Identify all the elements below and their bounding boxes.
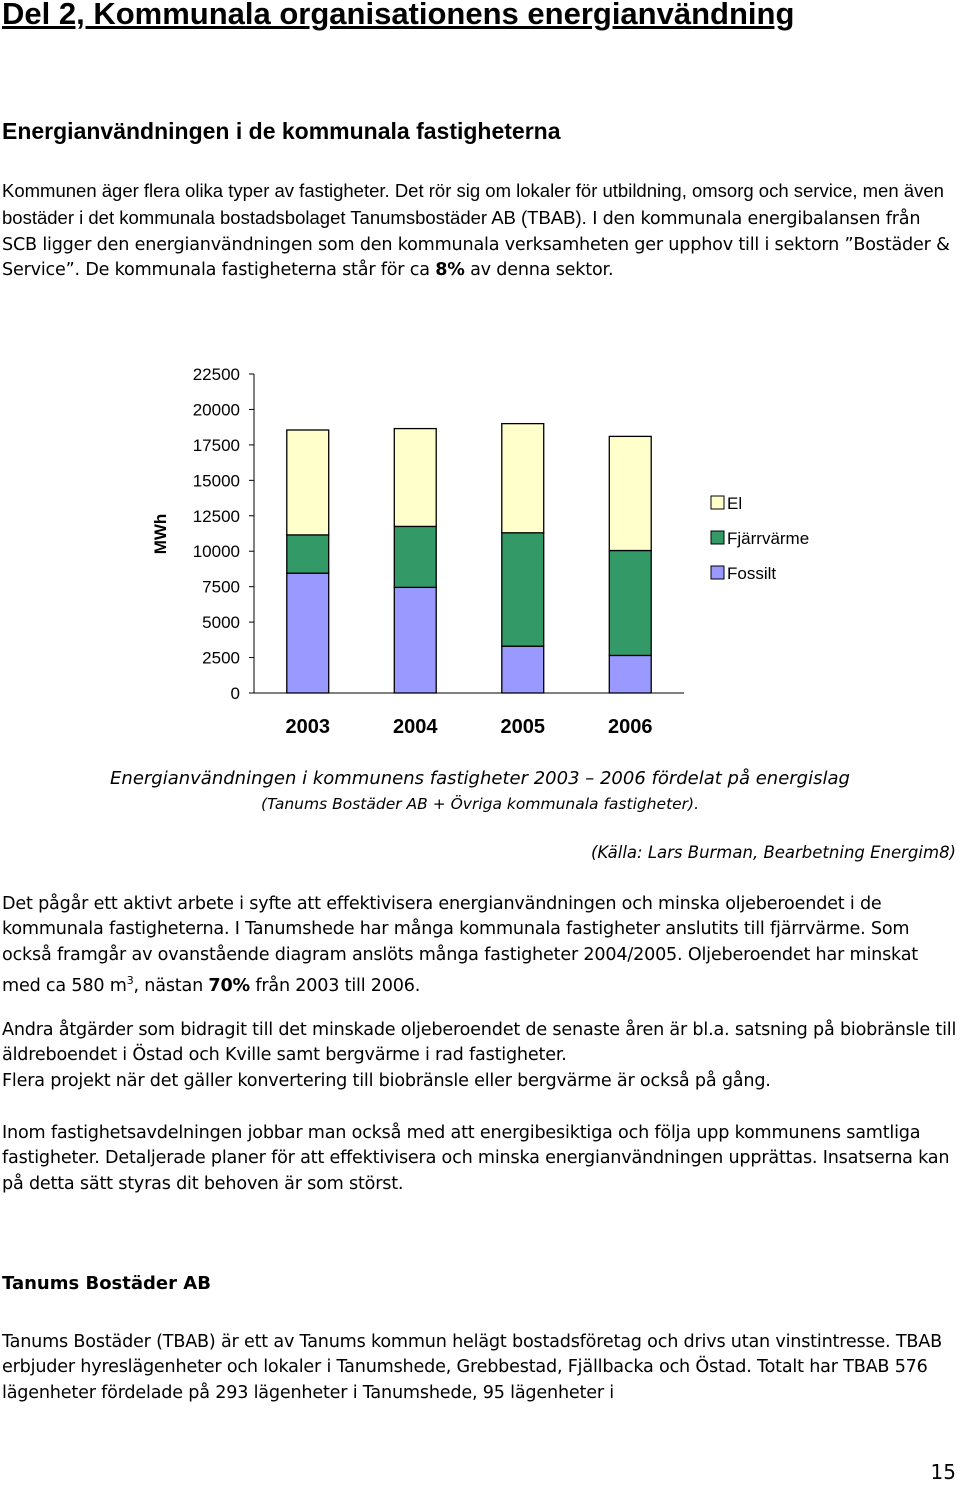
y-tick-label: 17500 [192, 435, 240, 455]
caption-line1: Energianvändningen i kommunens fastigheter 2003 – 2006 fördelat på energislag [110, 768, 850, 789]
intro-text-part2: I den kommunala energibalansen från SCB ligger den energianvändningen som den kommunala verksamheten ger upphov till i sektorn ”Bostäder & Service”. De kommunala fastigheterna står för ca [2, 209, 950, 280]
bar-fj-rrv-rme-2004 [394, 526, 436, 587]
chart-source: (Källa: Lars Burman, Bearbetning Energim8) [590, 843, 956, 862]
x-tick-label: 2004 [393, 716, 438, 738]
intro-text-part1: Kommunen äger flera olika typer av fastigheter. Det rör sig om lokaler för utbildning, omsorg och service, men även bostäder i det kommunala bostadsbolaget Tanumsbostäder AB (TBAB). [2, 180, 944, 229]
legend-swatch-fossilt [711, 566, 724, 579]
bar-fj-rrv-rme-2006 [609, 551, 651, 656]
bar-fj-rrv-rme-2005 [502, 533, 544, 646]
paragraph-oil-dependence [2, 892, 957, 999]
section-heading: Energianvändningen i de kommunala fastigheterna [2, 118, 561, 144]
paragraph-property-department: Inom fastighetsavdelningen jobbar man också med att energibesiktiga och följa upp kommunens samtliga fastigheter. Detaljerade planer för att effektivisera och minska energianvändningen upprättas. Insatserna kan på detta sätt styras dit behoven är som störst. [2, 1123, 950, 1194]
para1-text2: , nästan [133, 975, 209, 996]
bar-el-2005 [502, 424, 544, 533]
para2-line1: Andra åtgärder som bidragit till det minskade oljeberoendet de senaste åren är bl.a. satsning på biobränsle till äldreboendet i Östad och Kville samt bergvärme i rad fastigheter. [2, 1020, 957, 1066]
bar-fossilt-2004 [394, 587, 436, 693]
intro-text-part3: av denna sektor. [464, 259, 614, 280]
bar-el-2003 [287, 430, 329, 535]
bar-el-2004 [394, 429, 436, 527]
paragraph-other-measures [2, 1018, 957, 1094]
para2-line2: Flera projekt när det gäller konvertering till biobränsle eller bergvärme är också på gång. [2, 1070, 771, 1091]
tbab-heading: Tanums Bostäder AB [2, 1273, 211, 1294]
legend-label: El [727, 494, 743, 513]
bar-fj-rrv-rme-2003 [287, 535, 329, 573]
energy-stacked-bar-chart [0, 350, 960, 750]
intro-paragraph [2, 178, 952, 283]
caption-line2: (Tanums Bostäder AB + Övriga kommunala fastigheter). [260, 795, 700, 813]
y-tick-label: 0 [230, 684, 240, 703]
bar-fossilt-2006 [609, 655, 651, 693]
y-tick-label: 22500 [192, 365, 240, 384]
x-tick-label: 2003 [285, 716, 330, 738]
para1-percent: 70% [208, 975, 250, 996]
paragraph-tbab: Tanums Bostäder (TBAB) är ett av Tanums kommun helägt bostadsföretag och drivs utan vinstintresse. TBAB erbjuder hyreslägenheter och lokaler i Tanumshede, Grebbestad, Fjällbacka och Östad. Totalt har TBAB 576 lägenheter fördelade på 293 lägenheter i Tanumshede, 95 lägenheter i [2, 1332, 942, 1403]
bar-fossilt-2005 [502, 646, 544, 693]
y-tick-label: 5000 [202, 613, 240, 633]
para1-text1: Det pågår ett aktivt arbete i syfte att effektivisera energianvändningen och minska oljeberoendet i de kommunala fastigheterna. I Tanumshede har många kommunala fastigheter anslutits till fjärrvärme. Som också framgår av ovanstående diagram anslöts många fastigheter 2004/2005. Oljeberoendet har minskat med ca 580 m [2, 894, 919, 996]
y-tick-label: 20000 [192, 400, 240, 420]
y-tick-label: 7500 [202, 577, 240, 597]
legend-label: Fjärrvärme [727, 529, 810, 548]
para1-text3: från 2003 till 2006. [249, 975, 421, 996]
page-number: 15 [930, 1460, 956, 1484]
x-tick-label: 2006 [608, 716, 653, 738]
legend-swatch-fj-rrv-rme [711, 531, 724, 544]
bar-el-2006 [609, 436, 651, 550]
y-tick-label: 2500 [202, 648, 240, 668]
y-axis-label: MWh [151, 513, 170, 555]
intro-percent: 8% [435, 259, 465, 280]
bar-fossilt-2003 [287, 573, 329, 693]
legend-label: Fossilt [727, 564, 777, 583]
y-tick-label: 10000 [192, 542, 240, 562]
x-tick-label: 2005 [500, 716, 545, 738]
legend-swatch-el [711, 496, 724, 509]
page-heading: Del 2, Kommunala organisationens energianvändning [2, 0, 795, 31]
para1-superscript: 3 [126, 973, 134, 987]
y-tick-label: 12500 [192, 506, 240, 526]
y-tick-label: 15000 [192, 471, 240, 491]
